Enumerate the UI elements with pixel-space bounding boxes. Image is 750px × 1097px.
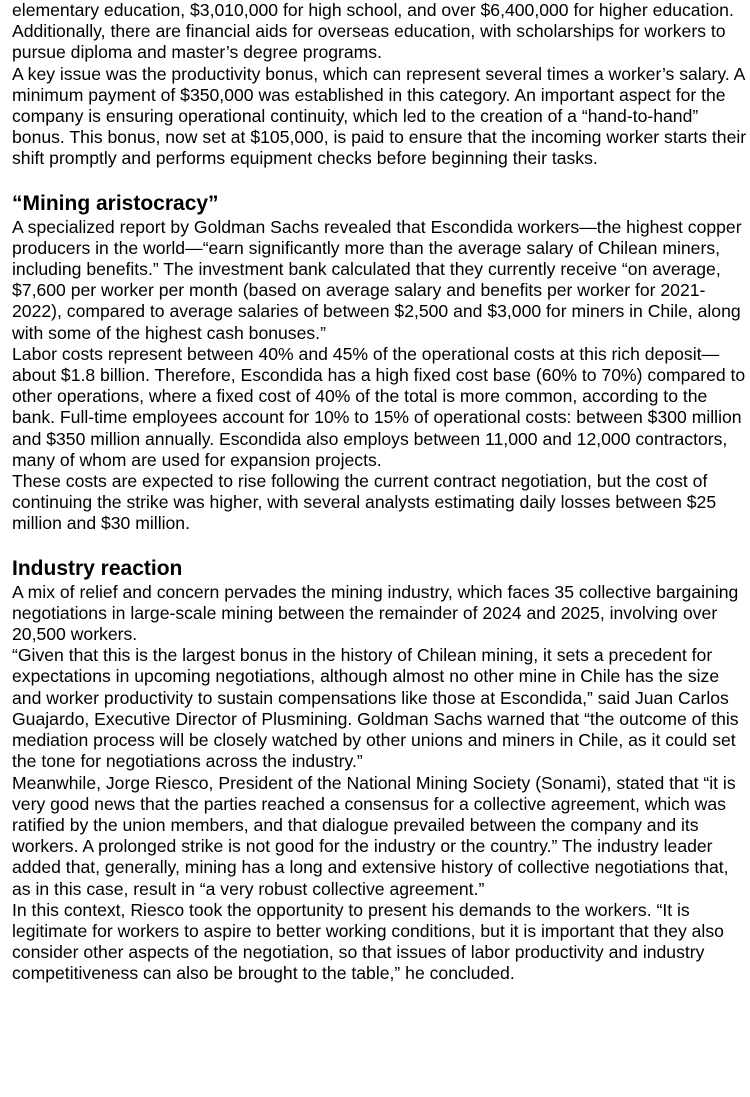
body-paragraph: In this context, Riesco took the opportunity to present his demands to the workers. “It is legitimate for workers to aspire to better working conditions, but it is important that they also consider other aspects of the negotiation, so that issues of labor productivity and industry competitiveness can also be brought to the table,” he concluded. — [12, 899, 724, 984]
body-paragraph: A key issue was the productivity bonus, which can represent several times a worker’s salary. A minimum payment of $350,000 was established in this category. An important aspect for the company is ensuring operational continuity, which led to the creation of a “hand-to-hand” bonus. This bonus, now set at $105,000, is paid to ensure that the incoming worker starts their shift promptly and performs equipment checks before beginning their tasks. — [12, 63, 747, 169]
body-paragraph: Labor costs represent between 40% and 45% of the operational costs at this rich deposit—about $1.8 billion. Therefore, Escondida has a high fixed cost base (60% to 70%) compared to other operations, where a fixed cost of 40% of the total is more common, according to the bank. Full-time employees account for 10% to 15% of operational costs: between $300 million and $350 million annually. Escondida also employs between 11,000 and 12,000 contractors, many of whom are used for expansion projects. — [12, 343, 746, 470]
section-heading: “Mining aristocracy” — [12, 191, 219, 215]
body-paragraph: These costs are expected to rise following the current contract negotiation, but the cost of continuing the strike was higher, with several analysts estimating daily losses between $25 million and $30 million. — [12, 471, 717, 534]
body-paragraph: A specialized report by Goldman Sachs revealed that Escondida workers—the highest copper producers in the world—“earn significantly more than the average salary of Chilean miners, including benefits.” The investment bank calculated that they currently receive “on average, $7,600 per worker per month (based on average salary and benefits per worker for 2021-2022), compared to average salaries of between $2,500 and $3,000 for miners in Chile, along with some of the highest cash bonuses.” — [12, 216, 742, 343]
body-paragraph: elementary education, $3,010,000 for high school, and over $6,400,000 for higher education. Additionally, there are financial aids for overseas education, with scholarships for workers to pursue diploma and master’s degree programs. — [12, 0, 734, 63]
intro-section — [12, 0, 748, 170]
article-body — [12, 0, 748, 985]
body-paragraph: A mix of relief and concern pervades the mining industry, which faces 35 collective bargaining negotiations in large-scale mining between the remainder of 2024 and 2025, involving over 20,500 workers. — [12, 581, 739, 645]
body-paragraph: “Given that this is the largest bonus in the history of Chilean mining, it sets a precedent for expectations in upcoming negotiations, although almost no other mine in Chile has the size and worker productivity to sustain compensations like those at Escondida,” said Juan Carlos Guajardo, Executive Director of Plusmining. Goldman Sachs warned that “the outcome of this mediation process will be closely watched by other unions and miners in Chile, as it could set the tone for negotiations across the industry.” — [12, 645, 739, 772]
section-heading: Industry reaction — [12, 556, 183, 580]
body-paragraph: Meanwhile, Jorge Riesco, President of the National Mining Society (Sonami), stated that “it is very good news that the parties reached a consensus for a collective agreement, which was ratified by the union members, and that dialogue prevailed between the company and its workers. A prolonged strike is not good for the industry or the country.” The industry leader added that, generally, mining has a long and extensive history of collective negotiations that, as in this case, result in “a very robust collective agreement.” — [12, 772, 736, 899]
industry-reaction-section — [12, 556, 748, 985]
mining-aristocracy-section — [12, 191, 748, 535]
